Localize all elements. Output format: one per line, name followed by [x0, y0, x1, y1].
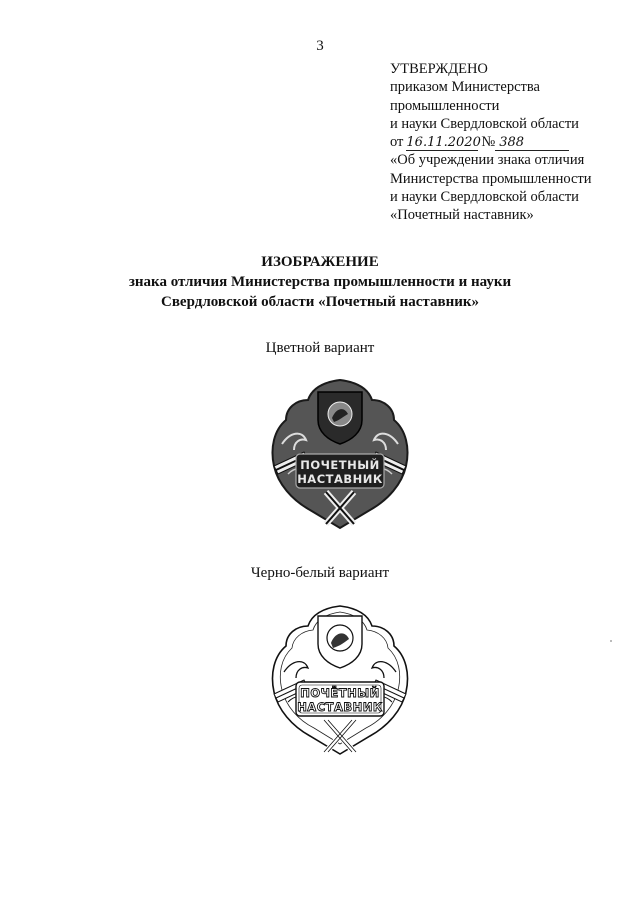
- handwritten-date: 16.11.2020: [406, 135, 481, 151]
- approval-line: и науки Свердловской области: [390, 115, 579, 132]
- title-line: ИЗОБРАЖЕНИЕ: [261, 254, 379, 270]
- number-prefix: №: [481, 134, 496, 151]
- approval-stamp: [390, 60, 635, 225]
- approval-heading: УТВЕРЖДЕНО: [390, 61, 488, 77]
- badge-text-bottom: НАСТАВНИК: [297, 472, 383, 486]
- page-number: 3: [316, 38, 324, 54]
- approval-line: Министерства промышленности: [390, 170, 592, 187]
- approval-line: «Почетный наставник»: [390, 207, 534, 224]
- date-prefix: от: [390, 134, 404, 151]
- document-title: [0, 252, 640, 312]
- title-line: Свердловской области «Почетный наставник»: [161, 294, 479, 310]
- color-badge-svg: [260, 374, 420, 534]
- badge-text-top: ПОЧЁТНЫЙ: [300, 686, 380, 700]
- bw-badge-image: [260, 595, 420, 765]
- bw-variant-caption: Черно-белый вариант: [250, 565, 390, 581]
- badge-text-top: ПОЧЕТНЫЙ: [300, 458, 380, 472]
- approval-line: и науки Свердловской области: [390, 189, 579, 206]
- approval-date-line: [390, 133, 635, 151]
- title-line: знака отличия Министерства промышленности и науки: [128, 274, 512, 290]
- scan-speck: [610, 640, 612, 642]
- approval-line: промышленности: [390, 97, 500, 114]
- color-variant-caption: Цветной вариант: [265, 340, 375, 356]
- approval-line: «Об учреждении знака отличия: [390, 152, 585, 169]
- badge-text-bottom: НАСТАВНИК: [297, 700, 383, 714]
- handwritten-number: 388: [495, 136, 569, 151]
- approval-line: приказом Министерства: [390, 79, 540, 96]
- color-badge-image: [260, 374, 420, 534]
- bw-badge-svg: [260, 595, 420, 765]
